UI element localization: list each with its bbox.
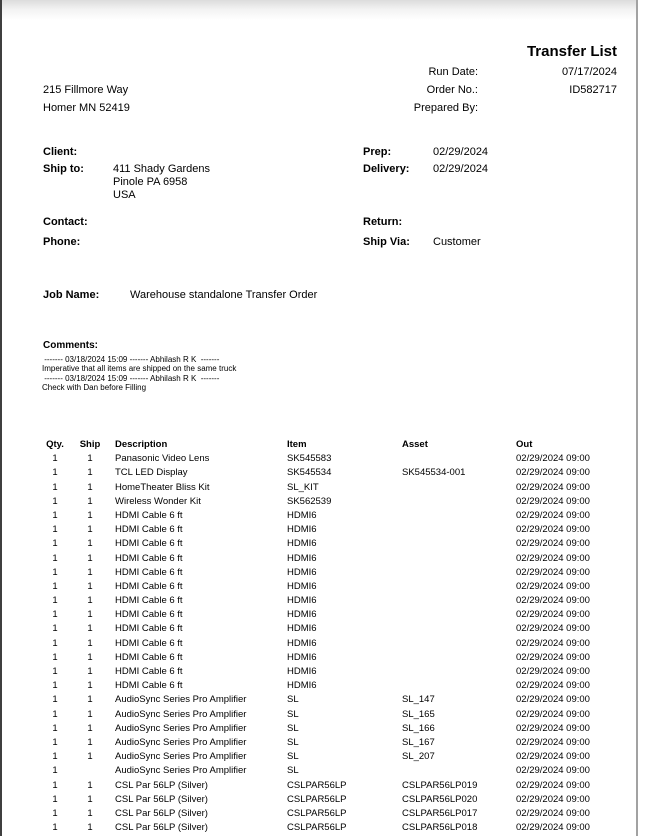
table-cell: 1 bbox=[52, 453, 58, 465]
table-cell: 1 bbox=[87, 708, 93, 720]
table-spacer bbox=[0, 466, 40, 480]
table-cell: 02/29/2024 09:00 bbox=[516, 651, 590, 663]
table-row bbox=[0, 481, 654, 495]
table-cell: AudioSync Series Pro Amplifier bbox=[115, 694, 247, 706]
table-row bbox=[0, 495, 654, 509]
table-cell: 1 bbox=[52, 552, 58, 564]
table-cell: SL_167 bbox=[402, 736, 435, 748]
table-spacer bbox=[0, 622, 40, 636]
table-cell: 1 bbox=[52, 495, 58, 507]
table-cell: 1 bbox=[52, 651, 58, 663]
table-cell: 02/29/2024 09:00 bbox=[516, 609, 590, 621]
company-address bbox=[43, 81, 130, 117]
table-spacer bbox=[0, 821, 40, 835]
table-cell: 1 bbox=[87, 552, 93, 564]
meta-label: Order No.: bbox=[426, 84, 478, 96]
table-row bbox=[0, 594, 654, 608]
table-cell: SK545534 bbox=[287, 467, 332, 479]
table-spacer bbox=[0, 452, 40, 466]
phone-label: Phone: bbox=[43, 236, 81, 248]
table-cell bbox=[402, 622, 516, 636]
table-cell: 1 bbox=[52, 822, 58, 834]
table-cell: HDMI6 bbox=[287, 524, 317, 536]
table-cell: 02/29/2024 09:00 bbox=[516, 793, 590, 805]
meta-value: 07/17/2024 bbox=[561, 66, 617, 78]
return-row bbox=[363, 216, 433, 229]
job-name-value: Warehouse standalone Transfer Order bbox=[130, 289, 318, 301]
table-row bbox=[0, 679, 654, 693]
table-cell bbox=[402, 552, 516, 566]
table-cell: 1 bbox=[52, 779, 58, 791]
table-spacer bbox=[0, 665, 40, 679]
table-cell: CSLPAR56LP bbox=[287, 779, 347, 791]
table-row bbox=[0, 764, 654, 778]
table-cell: CSL Par 56LP (Silver) bbox=[115, 822, 208, 834]
table-cell: SL bbox=[287, 751, 299, 763]
table-cell bbox=[402, 509, 516, 523]
table-cell: 02/29/2024 09:00 bbox=[516, 708, 590, 720]
comment-line: ------- 03/18/2024 15:09 ------- Abhilash R K ------- bbox=[42, 355, 220, 364]
table-spacer bbox=[0, 552, 40, 566]
table-cell: HDMI Cable 6 ft bbox=[115, 680, 183, 692]
table-cell: HDMI Cable 6 ft bbox=[115, 623, 183, 635]
table-cell: 1 bbox=[87, 524, 93, 536]
table-cell: 1 bbox=[52, 765, 58, 777]
table-cell: CSLPAR56LP020 bbox=[402, 793, 478, 805]
table-cell: TCL LED Display bbox=[115, 467, 188, 479]
ship-via-label: Ship Via: bbox=[363, 236, 410, 248]
phone-row bbox=[43, 236, 113, 249]
table-cell: HDMI Cable 6 ft bbox=[115, 538, 183, 550]
table-cell: 02/29/2024 09:00 bbox=[516, 524, 590, 536]
ship-to-address bbox=[113, 163, 210, 202]
table-cell: HDMI6 bbox=[287, 651, 317, 663]
company-address-line: Homer MN 52419 bbox=[43, 102, 130, 114]
table-cell: SL_KIT bbox=[287, 481, 319, 493]
table-header-row bbox=[0, 438, 654, 452]
table-cell: HDMI6 bbox=[287, 623, 317, 635]
table-cell: 02/29/2024 09:00 bbox=[516, 580, 590, 592]
table-spacer bbox=[0, 779, 40, 793]
table-cell: CSLPAR56LP017 bbox=[402, 807, 478, 819]
prep-row bbox=[363, 146, 488, 159]
table-cell: 1 bbox=[52, 637, 58, 649]
meta-value: ID582717 bbox=[569, 84, 617, 96]
comment-line: ------- 03/18/2024 15:09 ------- Abhilash R K ------- bbox=[42, 373, 220, 383]
client-label: Client: bbox=[43, 146, 78, 158]
report-meta bbox=[414, 63, 617, 117]
table-cell: 1 bbox=[52, 467, 58, 479]
table-spacer bbox=[0, 793, 40, 807]
table-cell bbox=[402, 665, 516, 679]
table-cell: 1 bbox=[52, 694, 58, 706]
table-cell: 1 bbox=[87, 822, 93, 834]
table-cell: 02/29/2024 09:00 bbox=[516, 481, 590, 493]
table-cell bbox=[402, 580, 516, 594]
table-cell: 1 bbox=[52, 807, 58, 819]
table-cell: 02/29/2024 09:00 bbox=[516, 722, 590, 734]
column-header: Ship bbox=[79, 439, 101, 450]
table-cell: 02/29/2024 09:00 bbox=[516, 538, 590, 550]
table-cell: SK562539 bbox=[287, 495, 332, 507]
table-cell: 1 bbox=[52, 481, 58, 493]
table-cell: 02/29/2024 09:00 bbox=[516, 453, 590, 465]
table-cell: 02/29/2024 09:00 bbox=[516, 566, 590, 578]
table-cell: AudioSync Series Pro Amplifier bbox=[115, 751, 247, 763]
table-spacer bbox=[0, 537, 40, 551]
table-cell: SL bbox=[287, 694, 299, 706]
table-cell bbox=[402, 452, 516, 466]
table-row bbox=[0, 736, 654, 750]
table-row bbox=[0, 466, 654, 480]
job-name-label: Job Name: bbox=[43, 289, 100, 301]
table-cell: SL_165 bbox=[402, 708, 435, 720]
return-label: Return: bbox=[363, 216, 403, 228]
delivery-value: 02/29/2024 bbox=[433, 163, 489, 175]
table-spacer bbox=[0, 736, 40, 750]
table-cell: 1 bbox=[87, 580, 93, 592]
table-cell: 02/29/2024 09:00 bbox=[516, 765, 590, 777]
table-cell: AudioSync Series Pro Amplifier bbox=[115, 765, 247, 777]
table-cell: 1 bbox=[52, 566, 58, 578]
table-row bbox=[0, 779, 654, 793]
table-row bbox=[0, 693, 654, 707]
table-cell bbox=[402, 764, 516, 778]
column-header: Description bbox=[115, 439, 168, 450]
table-cell: AudioSync Series Pro Amplifier bbox=[115, 736, 247, 748]
table-row bbox=[0, 750, 654, 764]
comment-line: Imperative that all items are shipped on the same truck bbox=[42, 364, 237, 374]
table-cell: 1 bbox=[87, 609, 93, 621]
table-cell: 1 bbox=[87, 751, 93, 763]
table-cell: SL bbox=[287, 722, 299, 734]
table-spacer bbox=[0, 608, 40, 622]
table-spacer bbox=[0, 495, 40, 509]
table-cell: HDMI6 bbox=[287, 538, 317, 550]
table-spacer bbox=[0, 651, 40, 665]
table-cell: 02/29/2024 09:00 bbox=[516, 680, 590, 692]
table-spacer bbox=[0, 580, 40, 594]
table-spacer bbox=[0, 637, 40, 651]
table-cell: 02/29/2024 09:00 bbox=[516, 467, 590, 479]
comments-label: Comments: bbox=[43, 340, 99, 351]
table-cell: CSLPAR56LP018 bbox=[402, 822, 478, 834]
table-row bbox=[0, 651, 654, 665]
table-cell: 02/29/2024 09:00 bbox=[516, 666, 590, 677]
company-address-line: 215 Fillmore Way bbox=[43, 84, 129, 96]
table-cell: 1 bbox=[87, 495, 93, 507]
meta-row bbox=[414, 63, 617, 81]
table-cell: 1 bbox=[87, 666, 93, 677]
table-row bbox=[0, 523, 654, 537]
table-row bbox=[0, 665, 654, 679]
table-cell: HDMI6 bbox=[287, 666, 317, 677]
table-spacer bbox=[0, 481, 40, 495]
table-cell: CSL Par 56LP (Silver) bbox=[115, 779, 208, 791]
table-spacer bbox=[0, 523, 40, 537]
column-header: Asset bbox=[402, 439, 428, 450]
table-cell: 1 bbox=[87, 807, 93, 819]
table-cell: 1 bbox=[87, 651, 93, 663]
table-cell: CSL Par 56LP (Silver) bbox=[115, 793, 208, 805]
table-cell bbox=[402, 608, 516, 622]
table-cell: HDMI6 bbox=[287, 566, 317, 578]
table-cell: 02/29/2024 09:00 bbox=[516, 822, 590, 834]
table-cell: 1 bbox=[87, 566, 93, 578]
table-cell bbox=[402, 651, 516, 665]
table-cell: AudioSync Series Pro Amplifier bbox=[115, 708, 247, 720]
table-cell: CSLPAR56LP bbox=[287, 822, 347, 834]
table-row bbox=[0, 552, 654, 566]
table-cell: CSLPAR56LP bbox=[287, 807, 347, 819]
table-spacer bbox=[0, 764, 40, 778]
table-cell: 1 bbox=[87, 595, 93, 607]
table-row bbox=[0, 509, 654, 523]
table-cell: SK545534-001 bbox=[402, 467, 466, 479]
table-cell: HDMI6 bbox=[287, 552, 317, 564]
table-spacer bbox=[0, 509, 40, 523]
table-cell: Wireless Wonder Kit bbox=[115, 495, 201, 507]
table-cell: 02/29/2024 09:00 bbox=[516, 807, 590, 819]
table-cell bbox=[402, 523, 516, 537]
table-spacer bbox=[0, 693, 40, 707]
table-cell bbox=[402, 495, 516, 509]
table-cell: 1 bbox=[52, 751, 58, 763]
contact-row bbox=[43, 216, 113, 229]
report-header bbox=[414, 41, 617, 117]
job-name-row bbox=[43, 289, 317, 301]
table-cell: HDMI6 bbox=[287, 580, 317, 592]
table-spacer bbox=[0, 679, 40, 693]
table-cell: HDMI Cable 6 ft bbox=[115, 609, 183, 621]
table-cell: SL_207 bbox=[402, 751, 435, 763]
table-cell: 1 bbox=[52, 524, 58, 536]
table-cell: SK545583 bbox=[287, 453, 332, 465]
page-top-shadow bbox=[2, 0, 636, 20]
table-cell: HDMI6 bbox=[287, 609, 317, 621]
table-row bbox=[0, 722, 654, 736]
table-cell: 1 bbox=[87, 722, 93, 734]
contact-label: Contact: bbox=[43, 216, 88, 228]
table-cell bbox=[402, 566, 516, 580]
table-cell: 02/29/2024 09:00 bbox=[516, 736, 590, 748]
table-cell: 1 bbox=[87, 793, 93, 805]
table-cell: 02/29/2024 09:00 bbox=[516, 595, 590, 607]
table-cell: HDMI6 bbox=[287, 509, 317, 521]
table-cell: 1 bbox=[87, 623, 93, 635]
table-cell: 1 bbox=[52, 595, 58, 607]
table-spacer bbox=[0, 566, 40, 580]
table-spacer bbox=[0, 594, 40, 608]
prep-value: 02/29/2024 bbox=[433, 146, 489, 158]
table-cell: 1 bbox=[87, 453, 93, 465]
table-cell: HDMI Cable 6 ft bbox=[115, 566, 183, 578]
table-cell: HDMI Cable 6 ft bbox=[115, 552, 183, 564]
table-cell: 1 bbox=[52, 623, 58, 635]
table-spacer bbox=[0, 708, 40, 722]
column-header: Qty. bbox=[46, 439, 64, 450]
table-cell: 1 bbox=[87, 538, 93, 550]
column-header: Out bbox=[516, 439, 533, 450]
ship-via-value: Customer bbox=[433, 236, 481, 248]
table-cell: 1 bbox=[87, 694, 93, 706]
column-header: Item bbox=[287, 439, 307, 450]
table-row bbox=[0, 793, 654, 807]
table-cell: 02/29/2024 09:00 bbox=[516, 495, 590, 507]
table-cell: 02/29/2024 09:00 bbox=[516, 637, 590, 649]
table-row bbox=[0, 708, 654, 722]
delivery-row bbox=[363, 163, 488, 176]
table-cell: 1 bbox=[52, 708, 58, 720]
table-spacer bbox=[0, 438, 40, 452]
table-spacer bbox=[0, 722, 40, 736]
table-cell: HDMI6 bbox=[287, 680, 317, 692]
table-cell: HDMI Cable 6 ft bbox=[115, 509, 183, 521]
meta-row bbox=[414, 99, 617, 117]
table-cell: 1 bbox=[87, 736, 93, 748]
table-cell: SL bbox=[287, 765, 299, 777]
table-row bbox=[0, 637, 654, 651]
ship-to-address-line: Pinole PA 6958 bbox=[113, 176, 188, 188]
table-cell: 1 bbox=[52, 538, 58, 550]
meta-label: Prepared By: bbox=[413, 102, 478, 114]
delivery-label: Delivery: bbox=[363, 163, 410, 175]
meta-value bbox=[478, 99, 617, 117]
table-cell: SL bbox=[287, 736, 299, 748]
table-cell: 1 bbox=[52, 793, 58, 805]
meta-label: Run Date: bbox=[428, 66, 478, 78]
table-cell: HDMI6 bbox=[287, 637, 317, 649]
table-cell: 1 bbox=[87, 637, 93, 649]
table-cell: HDMI Cable 6 ft bbox=[115, 666, 183, 677]
table-row bbox=[0, 821, 654, 835]
table-row bbox=[0, 580, 654, 594]
table-cell: CSLPAR56LP019 bbox=[402, 779, 478, 791]
table-spacer bbox=[0, 807, 40, 821]
table-cell: 1 bbox=[87, 509, 93, 521]
table-cell: 1 bbox=[52, 509, 58, 521]
table-cell: HDMI6 bbox=[287, 595, 317, 607]
comment-line: Check with Dan before Filling bbox=[42, 383, 147, 393]
table-cell: HDMI Cable 6 ft bbox=[115, 595, 183, 607]
table-cell: HDMI Cable 6 ft bbox=[115, 637, 183, 649]
table-cell bbox=[402, 637, 516, 651]
table-row bbox=[0, 807, 654, 821]
table-cell: 1 bbox=[87, 481, 93, 493]
prep-label: Prep: bbox=[363, 146, 392, 158]
comments-body bbox=[42, 355, 236, 393]
table-row bbox=[0, 566, 654, 580]
table-cell bbox=[402, 481, 516, 495]
table-cell: SL_166 bbox=[402, 722, 435, 734]
table-cell: 1 bbox=[52, 580, 58, 592]
table-spacer bbox=[0, 750, 40, 764]
table-cell: 02/29/2024 09:00 bbox=[516, 751, 590, 763]
table-cell: 1 bbox=[87, 779, 93, 791]
table-cell: 02/29/2024 09:00 bbox=[516, 509, 590, 521]
report-title: Transfer List bbox=[526, 43, 617, 60]
table-cell: 02/29/2024 09:00 bbox=[516, 694, 590, 706]
table-cell: 02/29/2024 09:00 bbox=[516, 552, 590, 564]
table-cell: HomeTheater Bliss Kit bbox=[115, 481, 210, 493]
table-cell: 1 bbox=[52, 722, 58, 734]
table-cell bbox=[402, 679, 516, 693]
table-row bbox=[0, 622, 654, 636]
table-cell: Panasonic Video Lens bbox=[115, 453, 210, 465]
table-row bbox=[0, 608, 654, 622]
ship-via-row bbox=[363, 236, 481, 249]
table-cell: CSL Par 56LP (Silver) bbox=[115, 807, 208, 819]
ship-to-address-line: 411 Shady Gardens bbox=[113, 163, 211, 175]
table-cell: SL_147 bbox=[402, 694, 435, 706]
table-cell bbox=[402, 537, 516, 551]
table-cell bbox=[70, 764, 110, 778]
table-cell bbox=[402, 594, 516, 608]
table-cell: CSLPAR56LP bbox=[287, 793, 347, 805]
table-cell: HDMI Cable 6 ft bbox=[115, 580, 183, 592]
table-cell: 1 bbox=[87, 680, 93, 692]
table-cell: 1 bbox=[52, 736, 58, 748]
ship-to-label: Ship to: bbox=[43, 163, 84, 175]
table-cell: 1 bbox=[52, 666, 58, 677]
table-cell: HDMI Cable 6 ft bbox=[115, 524, 183, 536]
ship-to-address-line: USA bbox=[113, 189, 136, 201]
ship-to-row bbox=[43, 163, 210, 202]
table-cell: SL bbox=[287, 708, 299, 720]
items-table bbox=[0, 438, 654, 835]
meta-row bbox=[414, 81, 617, 99]
table-cell: 1 bbox=[52, 680, 58, 692]
table-cell: 1 bbox=[52, 609, 58, 621]
table-cell: AudioSync Series Pro Amplifier bbox=[115, 722, 247, 734]
table-cell: HDMI Cable 6 ft bbox=[115, 651, 183, 663]
table-cell: 1 bbox=[87, 467, 93, 479]
table-row bbox=[0, 537, 654, 551]
table-row bbox=[0, 452, 654, 466]
client-row bbox=[43, 146, 113, 159]
table-cell: 02/29/2024 09:00 bbox=[516, 779, 590, 791]
table-cell: 02/29/2024 09:00 bbox=[516, 623, 590, 635]
